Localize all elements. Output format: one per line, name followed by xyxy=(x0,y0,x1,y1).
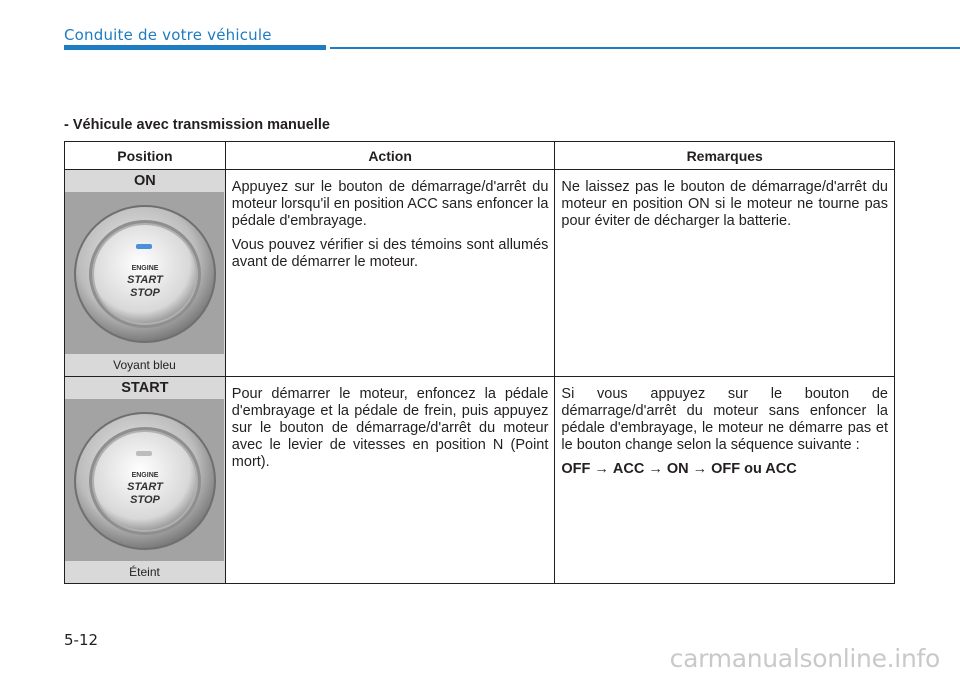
col-header-action: Action xyxy=(225,142,555,170)
table-row xyxy=(65,377,895,584)
position-caption: Éteint xyxy=(65,561,224,583)
arrow-right-icon: → xyxy=(692,461,708,477)
watermark: carmanualsonline.info xyxy=(669,644,940,673)
engine-start-button-image-start xyxy=(65,399,224,561)
arrow-right-icon: → xyxy=(594,461,609,477)
position-cell-on xyxy=(65,170,226,377)
remarks-cell-start xyxy=(555,377,895,584)
header-rule-thick xyxy=(64,45,326,50)
position-table xyxy=(64,141,895,584)
action-cell-start xyxy=(225,377,555,584)
position-label: START xyxy=(65,377,225,399)
button-start-text: START xyxy=(127,274,163,286)
table-header-row xyxy=(65,142,895,170)
sequence-step: ON xyxy=(666,461,689,477)
section-title: Conduite de votre véhicule xyxy=(64,26,272,44)
remarks-text: Ne laissez pas le bouton de démarrage/d'arrêt du moteur en position ON si le moteur ne tourne pas pour éviter de décharger la batterie. xyxy=(561,179,888,229)
sequence-step: ACC xyxy=(612,461,645,477)
button-engine-text: ENGINE xyxy=(131,265,159,272)
remarks-cell-on xyxy=(555,170,895,377)
action-cell-on xyxy=(225,170,555,377)
engine-start-button-image-on xyxy=(65,192,224,354)
button-stop-text: STOP xyxy=(130,287,160,299)
indicator-light-icon xyxy=(136,244,152,249)
page-number: 5-12 xyxy=(64,631,99,649)
action-text: Vous pouvez vérifier si des témoins sont allumés avant de démarrer le moteur. xyxy=(231,237,549,270)
action-text: Appuyez sur le bouton de démarrage/d'arrêt du moteur lorsqu'il en position ACC sans enfoncer la pédale d'embrayage. xyxy=(231,179,549,229)
position-label: ON xyxy=(65,170,225,192)
position-caption: Voyant bleu xyxy=(65,354,224,376)
position-cell-start xyxy=(65,377,226,584)
button-engine-text: ENGINE xyxy=(131,472,159,479)
col-header-remarks: Remarques xyxy=(555,142,895,170)
col-header-position: Position xyxy=(65,142,226,170)
sequence-step: OFF ou ACC xyxy=(711,461,797,477)
sequence-step: OFF xyxy=(561,461,591,477)
remarks-text: Si vous appuyez sur le bouton de démarrage/d'arrêt du moteur sans enfoncer la pédale d'embrayage, le moteur ne démarre pas et le bouton change selon la séquence suivante : xyxy=(561,386,888,453)
sub-heading: - Véhicule avec transmission manuelle xyxy=(64,117,330,133)
button-start-text: START xyxy=(127,481,163,493)
action-text: Pour démarrer le moteur, enfoncez la pédale d'embrayage et la pédale de frein, puis appuyez sur le bouton de démarrage/d'arrêt du moteur avec le levier de vitesses en position N (Point mort). xyxy=(231,386,549,470)
table-row xyxy=(65,170,895,377)
button-stop-text: STOP xyxy=(130,494,160,506)
header-rule-thin xyxy=(330,47,960,49)
indicator-light-icon xyxy=(136,451,152,456)
arrow-right-icon: → xyxy=(648,461,663,477)
key-sequence xyxy=(561,461,888,478)
